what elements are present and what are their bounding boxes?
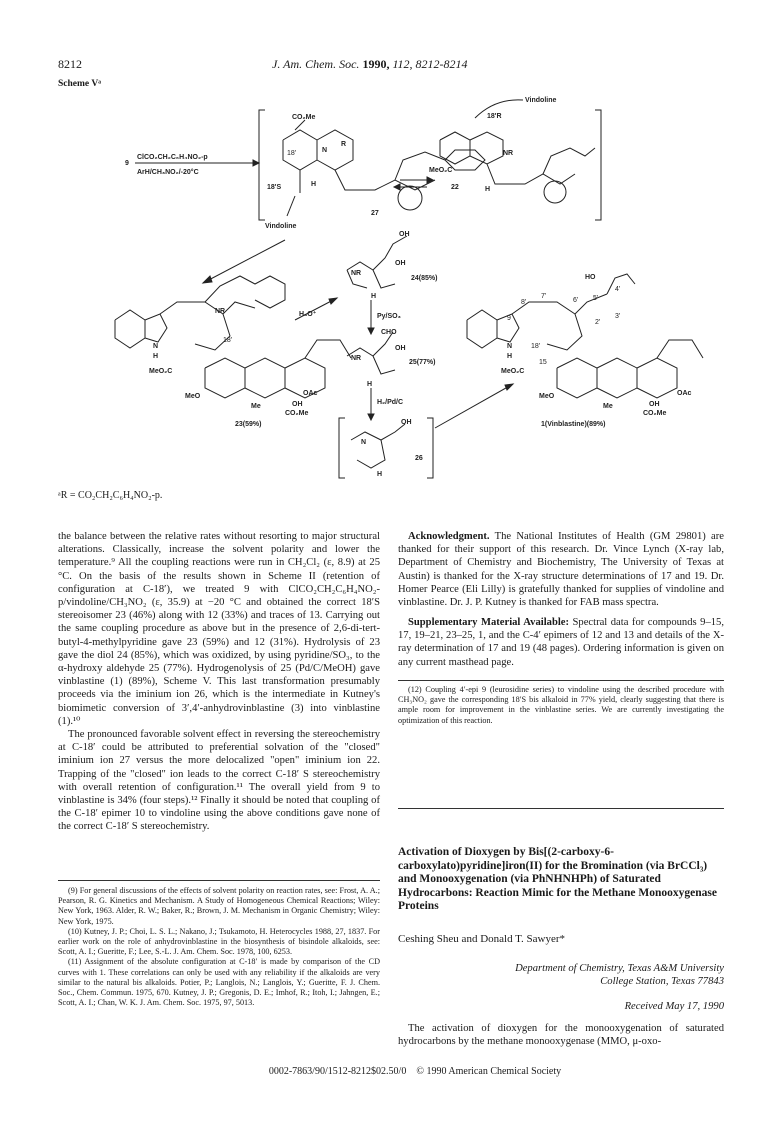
- arrow-to-26-head: [368, 414, 374, 420]
- left-para-1: the balance between the relative rates without resorting to major structural alterations. Classically, increase the solvent polarity and lower the temperature.⁹ All the coupling reactions were run in CH₂Cl₂ (ε, 8.9) at 25 °C. On the basis of the results shown in Scheme II (retention of configuration at C-18′), we treated 9 with ClCO₂CH₂C₆H₄NO₂-p/vindoline/CH₃NO₂ (ε, 35.9) at −20 °C and obtained the correct 18′S stereoisomer 23 (46%) along with 12 (33%) and traces of 13. Carrying out the same coupling procedure as above but in the presence of 2,6-di-tert-butyl-4-methylpyridine gave 23 (59%) and 12 (31%). Hydrolysis of 23 gave the diol 24 (85%), which was oxidized, by using pyridine/SO₃, to the α-hydroxy aldehyde 25 (77%). Hydrogenolysis of 25 (Pd/C/MeOH) gave vinblastine (1) (89%), Scheme V. This last transformation presumably proceeds via the iminium ion 26, which is the intermediate in Kutney's biomimetic conversion of 3′,4′-anhydrovinblastine (3) into vinblastine (1).¹⁰: [58, 531, 380, 727]
- nr-label-25: NR: [351, 355, 362, 362]
- oh-label-24b: OH: [395, 260, 406, 267]
- meo-label-23: MeO: [185, 393, 201, 400]
- pos-15: 15: [539, 359, 547, 366]
- structure-1-vinblastine: [467, 274, 703, 428]
- footnote-rule-left: [58, 880, 380, 881]
- bracket-right: [595, 110, 601, 220]
- vindoline-label-top: Vindoline: [525, 97, 557, 104]
- left-para-2: The pronounced favorable solvent effect in reversing the stereochemistry at C-18′ could be attributed to preferential solvation of the "closed" iminium ion 27 versus the more delocalized "open" iminium ion 22. Trapping of the "closed" ion leads to the correct C-18′ S stereochemistry with overall retention of configuration.¹¹ The overall yield from 9 to vinblastine is 34% (four steps).¹² Finally it should be noted that coupling of the C-18′ epimer 10 to vindoline using the above conditions gave none of the correct C-18′ S stereochemistry.: [58, 729, 380, 833]
- arrow-to-25-head: [368, 328, 374, 334]
- structure-22: [429, 113, 595, 203]
- ack-heading: Acknowledgment.: [408, 531, 490, 542]
- running-header: [272, 57, 468, 72]
- footnote-10: (10) Kutney, J. P.; Choi, L. S. L.; Nakano, J.; Tsukamoto, H. Heterocycles 1988, 27, 1837. For earlier work on the role of anhydrovinblastine in the biosynthesis of bisindole alkaloids, see: Scott, A. I.; Gueritte, F.; Lee, S.-L. J. Am. Chem. Soc. 1978, 100, 6253.: [58, 926, 380, 957]
- oh-label-24a: OH: [399, 231, 410, 238]
- label-24: 24(85%): [411, 275, 438, 282]
- oac-label-1: OAc: [677, 390, 692, 397]
- structure-23: [115, 276, 351, 428]
- equilibrium-reverse-head: [394, 184, 400, 190]
- h-label-27: H: [311, 181, 317, 188]
- nr-label-22: NR: [503, 150, 514, 157]
- reaction-scheme: [55, 88, 735, 488]
- oh-label-23: OH: [292, 401, 303, 408]
- co2me-label-27: CO₂Me: [292, 114, 316, 121]
- journal-name: J. Am. Chem. Soc.: [272, 57, 360, 71]
- h-label-1: H: [507, 353, 513, 360]
- copyright: © 1990 American Chemical Society: [416, 1066, 562, 1077]
- pos-7prime: 7': [541, 293, 547, 300]
- cho-label-25: CHO: [381, 329, 397, 336]
- scheme-footnote: ᵃR = CO₂CH₂C₆H₄NO₂-p.: [58, 490, 163, 501]
- left-footnotes: [58, 886, 380, 1008]
- h-label-25: H: [367, 381, 373, 388]
- label-18prime-23: 18': [223, 337, 233, 344]
- me-label-1: Me: [603, 403, 613, 410]
- n-label-23: N: [153, 343, 159, 350]
- scheme-drawing: [55, 88, 735, 488]
- supp-heading: Supplementary Material Available:: [408, 617, 570, 628]
- vindoline-arrow-27: [287, 196, 295, 216]
- pos-4prime: 4': [615, 286, 621, 293]
- right-footnote: [398, 685, 724, 726]
- supplementary-material: [398, 616, 724, 669]
- affiliation-dept: Department of Chemistry, Texas A&M University: [515, 963, 724, 974]
- structure-24: [347, 231, 437, 300]
- label-18s: 18'S: [267, 184, 282, 191]
- label-22: 22: [451, 184, 459, 191]
- vindoline-label-bottom: Vindoline: [265, 223, 297, 230]
- pos-2prime: 2': [595, 319, 601, 326]
- arrow-to-1-head: [505, 384, 513, 390]
- n-label-1: N: [507, 343, 513, 350]
- label-23: 23(59%): [235, 421, 262, 428]
- pos-3prime: 3': [615, 313, 621, 320]
- structure-25: [347, 329, 435, 388]
- bracket-left: [259, 110, 265, 220]
- label-25: 25(77%): [409, 359, 436, 366]
- label-27: 27: [371, 210, 379, 217]
- left-column: [58, 530, 380, 834]
- footnote-12: (12) Coupling 4′-epi 9 (leurosidine series) to vindoline using the described procedure with CH₃NO₂ gave the corresponding 18′S bis alkaloid in 77% yield, clearly suggesting that there is ample room for improvement in the vinblastine series. We are currently investigating the optimization of this reaction.: [398, 685, 724, 725]
- oh-label-1: OH: [649, 401, 660, 408]
- received-date: Received May 17, 1990: [624, 1001, 724, 1012]
- reagent-number: 9: [125, 160, 129, 167]
- acknowledgment: [398, 530, 724, 609]
- n-label-26: N: [361, 439, 367, 446]
- article-code: 0002-7863/90/1512-8212$02.50/0: [268, 1066, 407, 1077]
- me-label-23: Me: [251, 403, 261, 410]
- abstract-start: [398, 1022, 724, 1048]
- co2me-label-1: CO₂Me: [643, 410, 667, 417]
- meo2c-label-22: MeO₂C: [429, 167, 453, 174]
- arrow-to-24-head: [329, 298, 337, 304]
- label-1: 1(Vinblastine)(89%): [541, 421, 606, 428]
- page-footer: [205, 1066, 625, 1077]
- meo2c-label-23: MeO₂C: [149, 368, 173, 375]
- oac-label-23: OAc: [303, 390, 318, 397]
- article-title: Activation of Dioxygen by Bis[(2-carboxy-6-carboxylato)pyridine]iron(II) for the Bromination (via BrCCl₃) and Monooxygenation (via PhNHNHPh) of Saturated Hydrocarbons: Reaction Mimic for the Methane Monooxygenase Proteins: [398, 846, 717, 912]
- footnote-9: (9) For general discussions of the effects of solvent polarity on reaction rates, see: Frost, A. A.; Pearson, R. G. Kinetics and Mechanism. A Study of Homogeneous Chemical Reactions; Wiley: New York, 1963. Alder, R. W.; Baker, R.; Brown, J. M. Mechanism in Organic Chemistry; Wiley: New York, 1975.: [58, 886, 380, 926]
- structure-27: [267, 114, 485, 217]
- h3o-label: H₃O⁺: [299, 311, 317, 318]
- article-authors: Ceshing Sheu and Donald T. Sawyer*: [398, 933, 566, 945]
- label-18r: 18'R: [487, 113, 502, 120]
- r-label: R: [341, 141, 347, 148]
- reagent-line1: ClCO₂CH₂C₆H₄NO₂-p: [137, 154, 208, 161]
- h-label-24: H: [371, 293, 377, 300]
- supp-text: Spectral data for compounds 9–15, 17, 19–21, 23–25, 1, and the C-4′ epimers of 12 and 13 and details of the X-ray determination of 17 and 19 (48 pages). Ordering information is given on any current masthead page.: [398, 617, 724, 668]
- footnote-rule-right: [398, 680, 724, 681]
- pos-6prime: 6': [573, 297, 579, 304]
- arrow-to-1: [435, 384, 513, 428]
- reagent-arrowhead: [253, 160, 259, 166]
- structure-26: [339, 418, 433, 478]
- co2me-label-23: CO₂Me: [285, 410, 309, 417]
- pos-9: 9: [507, 315, 511, 322]
- affiliation: [398, 962, 724, 988]
- scheme-title: Scheme Vᵃ: [58, 79, 101, 89]
- label-26: 26: [415, 455, 423, 462]
- ack-text: The National Institutes of Health (GM 29801) are thanked for their support of this research. Dr. Vince Lynch (X-ray lab, Department of Chemistry and Biochemistry, The University of Texas at Austin) is thanked for the X-ray structure determinations of 17 and 19. Dr. Homer Pearce (Eli Lilly) is gratefully thanked for supplies of vindoline and vinblastine. Dr. J. P. Kutney is thanked for FAB mass spectra.: [398, 531, 724, 609]
- affiliation-city: College Station, Texas 77843: [600, 976, 724, 987]
- oh-label-25: OH: [395, 345, 406, 352]
- pos-18prime-1: 18': [531, 343, 541, 350]
- nr-label-24: NR: [351, 270, 362, 277]
- h-label-22: H: [485, 186, 491, 193]
- journal-volume: 112, 8212-8214: [392, 57, 468, 71]
- py-so3-label: Py/SO₃: [377, 313, 401, 320]
- h-label-26: H: [377, 471, 383, 478]
- arrow-to-23: [203, 240, 285, 283]
- h-label-23a: H: [153, 353, 159, 360]
- ho-label-1: HO: [585, 274, 596, 281]
- arrow-to-23-head: [203, 276, 212, 283]
- pos-8prime: 8': [521, 299, 527, 306]
- meo2c-label-1: MeO₂C: [501, 368, 525, 375]
- abstract-text: The activation of dioxygen for the monooxygenation of saturated hydrocarbons by the methane monooxygenase (MMO, μ-oxo-: [398, 1023, 724, 1048]
- nr-label-23: NR: [215, 308, 226, 315]
- page-number: 8212: [58, 57, 82, 71]
- label-18prime-27: 18': [287, 150, 297, 157]
- footnote-11: (11) Assignment of the absolute configuration at C-18′ is made by comparison of the CD curves with 1. These correlations can only be used with any reliability if the alkaloids are very similar to the natural bis alkaloids. Potier, P.; Langlois, N.; Langlois, Y.; Gueritte, F. J. Chem. Soc., Chem. Commun. 1975, 670. Kutney, J. P.; Gregonis, D. E.; Imhof, R.; Itoh, I.; Jahngen, E.; Scott, A. I.; Chan, W. K. J. Am. Chem. Soc. 1975, 97, 5013.: [58, 957, 380, 1008]
- pos-5prime: 5': [593, 295, 599, 302]
- article-separator: [398, 808, 724, 809]
- h2-pd-c-label: H₂/Pd/C: [377, 399, 404, 406]
- oh-label-26: OH: [401, 419, 412, 426]
- reagent-line2: ArH/CH₃NO₂/-20°C: [137, 169, 199, 176]
- journal-year: 1990,: [362, 57, 390, 71]
- meo-label-1: MeO: [539, 393, 555, 400]
- n-plus-label: N: [322, 147, 328, 154]
